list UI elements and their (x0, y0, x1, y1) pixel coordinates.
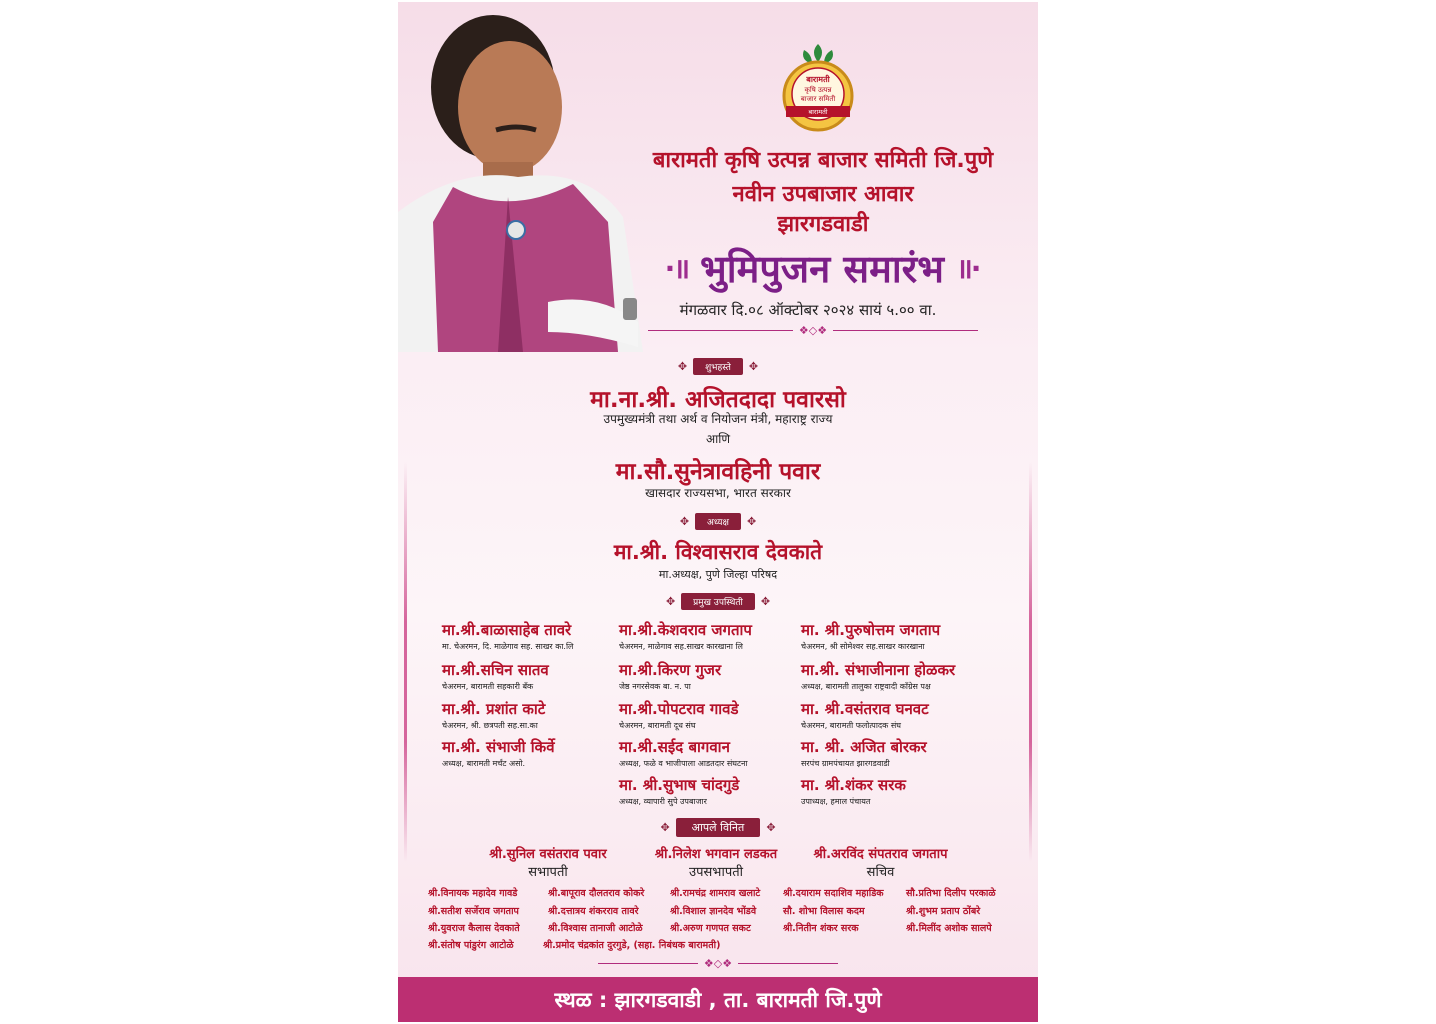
guest-name: मा.श्री.बाळासाहेब तावरे (442, 621, 572, 639)
logo-line-3: बाजार समिती (800, 95, 836, 103)
president-designation: मा.अध्यक्ष, पुणे जिल्हा परिषद (658, 568, 778, 581)
member-name: सौ. शोभा विलास कदम (783, 906, 865, 917)
guest-designation: अध्यक्ष, फळे व भाजीपाला आडतदार संघटना (619, 759, 748, 768)
signatory-role: उपसभापती (689, 865, 743, 880)
guest-designation: अध्यक्ष, बारामती मर्चंट असो. (442, 759, 526, 768)
guest-name: मा.श्री. संभाजी किर्वे (442, 738, 555, 756)
guest-item (801, 775, 991, 807)
guests-tag: ✥ प्रमुख उपस्थिती ✥ (665, 595, 771, 608)
guest-name: मा. श्री. अजित बोरकर (801, 738, 927, 756)
signatory-name: श्री.सुनिल वसंतराव पवार (489, 847, 607, 862)
member-name: श्री.दत्तात्रय शंकरराव तावरे (548, 906, 639, 917)
chief-guest-name: मा.ना.श्री. अजितदादा पवारसो (590, 387, 846, 413)
guest-name: मा.श्री.पोपटराव गावडे (619, 700, 739, 718)
logo-ribbon-text: बारामती (808, 108, 828, 116)
shubhaste-label: शुभहस्ते (693, 358, 743, 375)
guest-name: मा. श्री.वसंतराव घनवट (801, 700, 929, 718)
member-name: श्री.बापूराव दौलतराव कोकरे (548, 888, 645, 899)
member-name: सौ.प्रतिभा दिलीप परकाळे (906, 888, 996, 899)
apmc-logo (768, 40, 868, 136)
guests-label: प्रमुख उपस्थिती (681, 593, 755, 610)
venue-footer: स्थळ : झारगडवाडी , ता. बारामती जि.पुणे (398, 977, 1038, 1022)
guest-designation: उपाध्यक्ष, हमाल पंचायत (801, 797, 871, 806)
guest-item (801, 620, 991, 652)
guest-designation: मा. चेअरमन, दि. माळेगाव सह. साखर का.लि (442, 642, 574, 651)
ceremony-heading (632, 242, 1012, 294)
signatory-chairman (468, 844, 628, 880)
adhyaksha-tag: ✥ अध्यक्ष ✥ (679, 515, 757, 528)
member-name: श्री.प्रमोद चंद्रकांत दुरगुडे, (सहा. निबंधक बारामती) (543, 940, 721, 951)
guest-item (801, 737, 991, 769)
signatory-role: सचिव (866, 865, 895, 880)
date-divider: ❖◇❖ (648, 324, 978, 336)
guest-item (801, 660, 991, 692)
member-name: श्री.विश्वास तानाजी आटोळे (548, 923, 643, 934)
president-name: मा.श्री. विश्वासराव देवकाते (613, 540, 823, 564)
guest-designation: चेअरमन, बारामती सहकारी बँक (442, 682, 534, 691)
guest-designation: चेअरमन, बारामती फलोत्पादक संघ (801, 721, 901, 730)
ceremony-title: भुमिपुजन समारंभ (700, 246, 944, 291)
right-ornament-icon: ॥· (955, 252, 980, 285)
shubhaste-tag: ✥ शुभहस्ते ✥ (677, 360, 759, 373)
guest-designation: चेअरमन, श्री. छत्रपती सह.सा.का (442, 721, 538, 730)
member-name: श्री.रामचंद्र शामराव खलाटे (670, 888, 761, 899)
signatory-secretary (798, 844, 963, 880)
signatory-name: श्री.अरविंद संपतराव जगताप (813, 847, 948, 862)
guest-designation: चेअरमन, बारामती दूध संघ (619, 721, 696, 730)
signatory-role: सभापती (528, 865, 568, 880)
signatory-name: श्री.निलेश भगवान लडकत (654, 847, 778, 862)
guest-name: मा.श्री.सचिन सातव (442, 661, 549, 679)
guest-item (442, 660, 632, 692)
event-date: मंगळवार दि.०८ ऑक्टोबर २०२४ सायं ५.०० वा. (679, 301, 937, 319)
guest-designation: चेअरमन, माळेगाव सह.साखर कारखाना लि (619, 642, 743, 651)
guest-designation: सरपंच ग्रामपंचायत झारगडवाडी (801, 759, 890, 768)
guest-item (619, 620, 809, 652)
member-name: श्री.विनायक महादेव गावडे (428, 888, 518, 899)
signatory-vice-chairman (636, 844, 796, 880)
second-guest-name: मा.सौ.सुनेत्रावहिनी पवार (615, 459, 821, 485)
guest-item (619, 775, 809, 807)
guest-item (801, 699, 991, 731)
guest-designation: जेष्ठ नगरसेवक बा. न. पा (619, 682, 691, 691)
and-conjunction: आणि (705, 432, 731, 446)
invitation-poster (398, 2, 1038, 1022)
guest-designation: चेअरमन, श्री सोमेश्वर सह.साखर कारखाना (801, 642, 925, 651)
member-name: श्री.युवराज कैलास देवकाते (428, 923, 520, 934)
event-place-title: झारगडवाडी (777, 212, 869, 237)
guest-portrait (398, 2, 648, 352)
guest-item (619, 737, 809, 769)
guest-name: मा. श्री.पुरुषोत्तम जगताप (801, 621, 941, 639)
second-guest-designation: खासदार राज्यसभा, भारत सरकार (645, 486, 791, 500)
vinit-tag: ✥ आपले विनित ✥ (398, 818, 1038, 837)
member-name: श्री.मिलींद अशोक सालपे (906, 923, 992, 934)
guest-name: मा.श्री. प्रशांत काटे (442, 700, 546, 718)
guest-item (442, 737, 632, 769)
guest-designation: अध्यक्ष, बारामती तालुका राष्ट्रवादी कॉंग्रेस पक्ष (801, 682, 931, 691)
guest-designation: अध्यक्ष, व्यापारी सुपे उपबाजार (619, 797, 707, 806)
logo-line-1: बारामती (806, 75, 830, 84)
vinit-label: आपले विनित (676, 818, 761, 837)
guest-item (619, 660, 809, 692)
member-name: श्री.अरुण गणपत सकट (670, 923, 751, 934)
member-name: श्री.संतोष पांडुरंग आटोळे (428, 940, 514, 951)
footer-divider: ❖◇❖ (598, 957, 838, 969)
member-name: श्री.दयाराम सदाशिव महाडिक (783, 888, 884, 899)
member-name: श्री.विशाल ज्ञानदेव भोंडवे (670, 906, 757, 917)
member-name: श्री.नितीन शंकर सरक (783, 923, 859, 934)
event-subtitle: नवीन उपबाजार आवार (732, 182, 914, 207)
member-name: श्री.शुभम प्रताप ठोंबरे (906, 906, 981, 917)
guest-name: मा.श्री.किरण गुजर (619, 661, 722, 679)
adhyaksha-label: अध्यक्ष (695, 513, 741, 530)
guest-name: मा. श्री.सुभाष चांदगुडे (619, 776, 740, 794)
member-name: श्री.सतीश सर्जेराव जगताप (428, 906, 519, 917)
guest-name: मा.श्री. संभाजीनाना होळकर (801, 661, 956, 679)
guest-item (442, 699, 632, 731)
left-ornament-icon: ·॥ (664, 252, 689, 285)
guest-item (619, 699, 809, 731)
guest-item (442, 620, 632, 652)
logo-line-2: कृषि उत्पन्न (804, 86, 832, 94)
chief-guest-designation: उपमुख्यमंत्री तथा अर्थ व नियोजन मंत्री, महाराष्ट्र राज्य (603, 412, 833, 426)
guest-name: मा. श्री.शंकर सरक (801, 776, 906, 794)
guest-name: मा.श्री.केशवराव जगताप (619, 621, 752, 639)
guest-name: मा.श्री.सईद बागवान (619, 738, 730, 756)
organization-title: बारामती कृषि उत्पन्न बाजार समिती जि.पुणे (652, 148, 994, 173)
